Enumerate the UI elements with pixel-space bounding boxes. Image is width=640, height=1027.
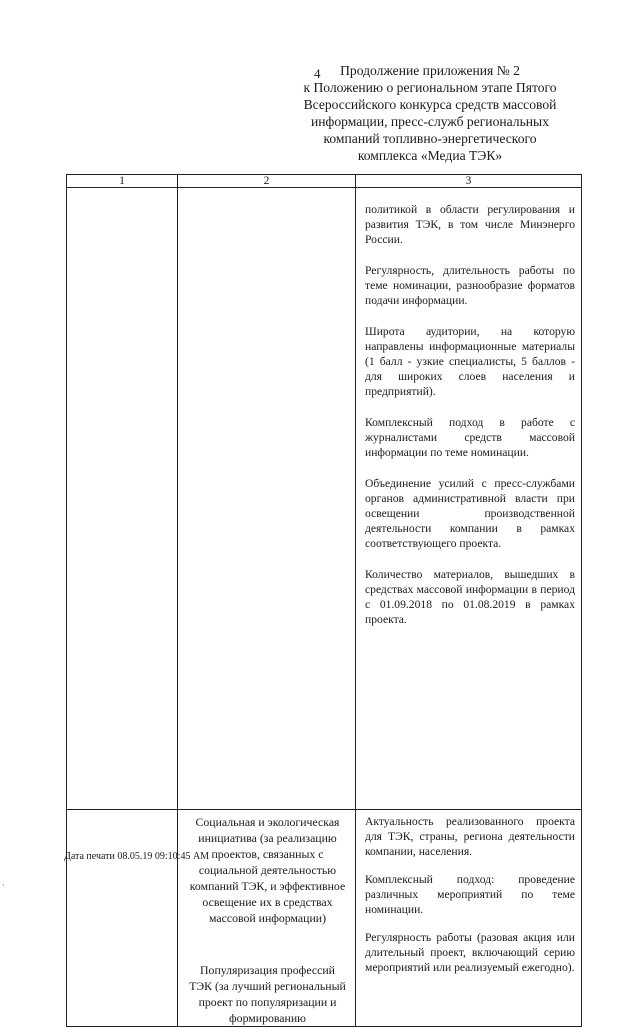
edge-mark: · (2, 880, 5, 890)
criterion-text: Комплексный подход: проведение различных мероприятий по теме номинации. (365, 873, 575, 916)
row1-criteria-cell (356, 188, 582, 810)
row1-col2 (178, 188, 356, 810)
row2-criteria-cell (356, 810, 582, 1027)
criterion-text: Широта аудитории, на которую направлены информационные материалы (1 балл - узкие специалисты, 5 баллов - для широких слоев населения и предприятий). (365, 325, 575, 398)
nomination-text: Популяризация профессий ТЭК (за лучший региональный проект по популяризации и формированию (189, 963, 346, 1025)
criterion-text: Комплексный подход в работе с журналистами средств массовой информации по теме номинации. (365, 416, 575, 459)
column-header-1: 1 (67, 175, 178, 188)
row2-col1 (67, 810, 178, 1027)
criterion-text: Объединение усилий с пресс-службами органов административной власти при освещении производственной деятельности компании в рамках соответствующего проекта. (365, 477, 575, 550)
criterion-text: Регулярность, длительность работы по теме номинации, разнообразие форматов подачи информации. (365, 264, 575, 307)
print-date: Дата печати 08.05.19 09:10:45 AM (64, 851, 210, 862)
nomination-text: Социальная и экологическая инициатива (за реализацию проектов, связанных с социальной деятельностью компаний ТЭК, и эффективное освещение их в средствах массовой информации) (189, 815, 346, 925)
criterion-text: Количество материалов, вышедших в средствах массовой информации в период с 01.09.2018 по 01.08.2019 в рамках проекта. (365, 568, 575, 626)
column-header-3: 3 (356, 175, 582, 188)
row2-nominations-cell (178, 810, 356, 1027)
criterion-text: Регулярность работы (разовая акция или длительный проект, включающий серию мероприятий или реализуемый ежегодно). (365, 931, 575, 974)
header-line: комплекса «Медиа ТЭК» (357, 148, 503, 163)
criteria-table (66, 174, 582, 1027)
page-number: 4 (314, 66, 321, 81)
table-row (67, 810, 582, 1027)
header-line: Продолжение приложения № 2 (340, 63, 520, 78)
criterion-text: политикой в области регулирования и развития ТЭК, в том числе Минэнерго России. (365, 203, 575, 246)
criterion-text: Актуальность реализованного проекта для ТЭК, страны, региона деятельности компании, населения. (365, 815, 575, 858)
document-header (300, 62, 560, 164)
row1-col1 (67, 188, 178, 810)
header-line: компаний топливно-энергетического (323, 131, 537, 146)
column-header-2: 2 (178, 175, 356, 188)
table-header-row (67, 175, 582, 188)
header-line: информации, пресс-служб региональных (310, 114, 549, 129)
header-line: Всероссийского конкурса средств массовой (303, 97, 557, 112)
header-line: к Положению о региональном этапе Пятого (303, 80, 557, 95)
table-row (67, 188, 582, 810)
